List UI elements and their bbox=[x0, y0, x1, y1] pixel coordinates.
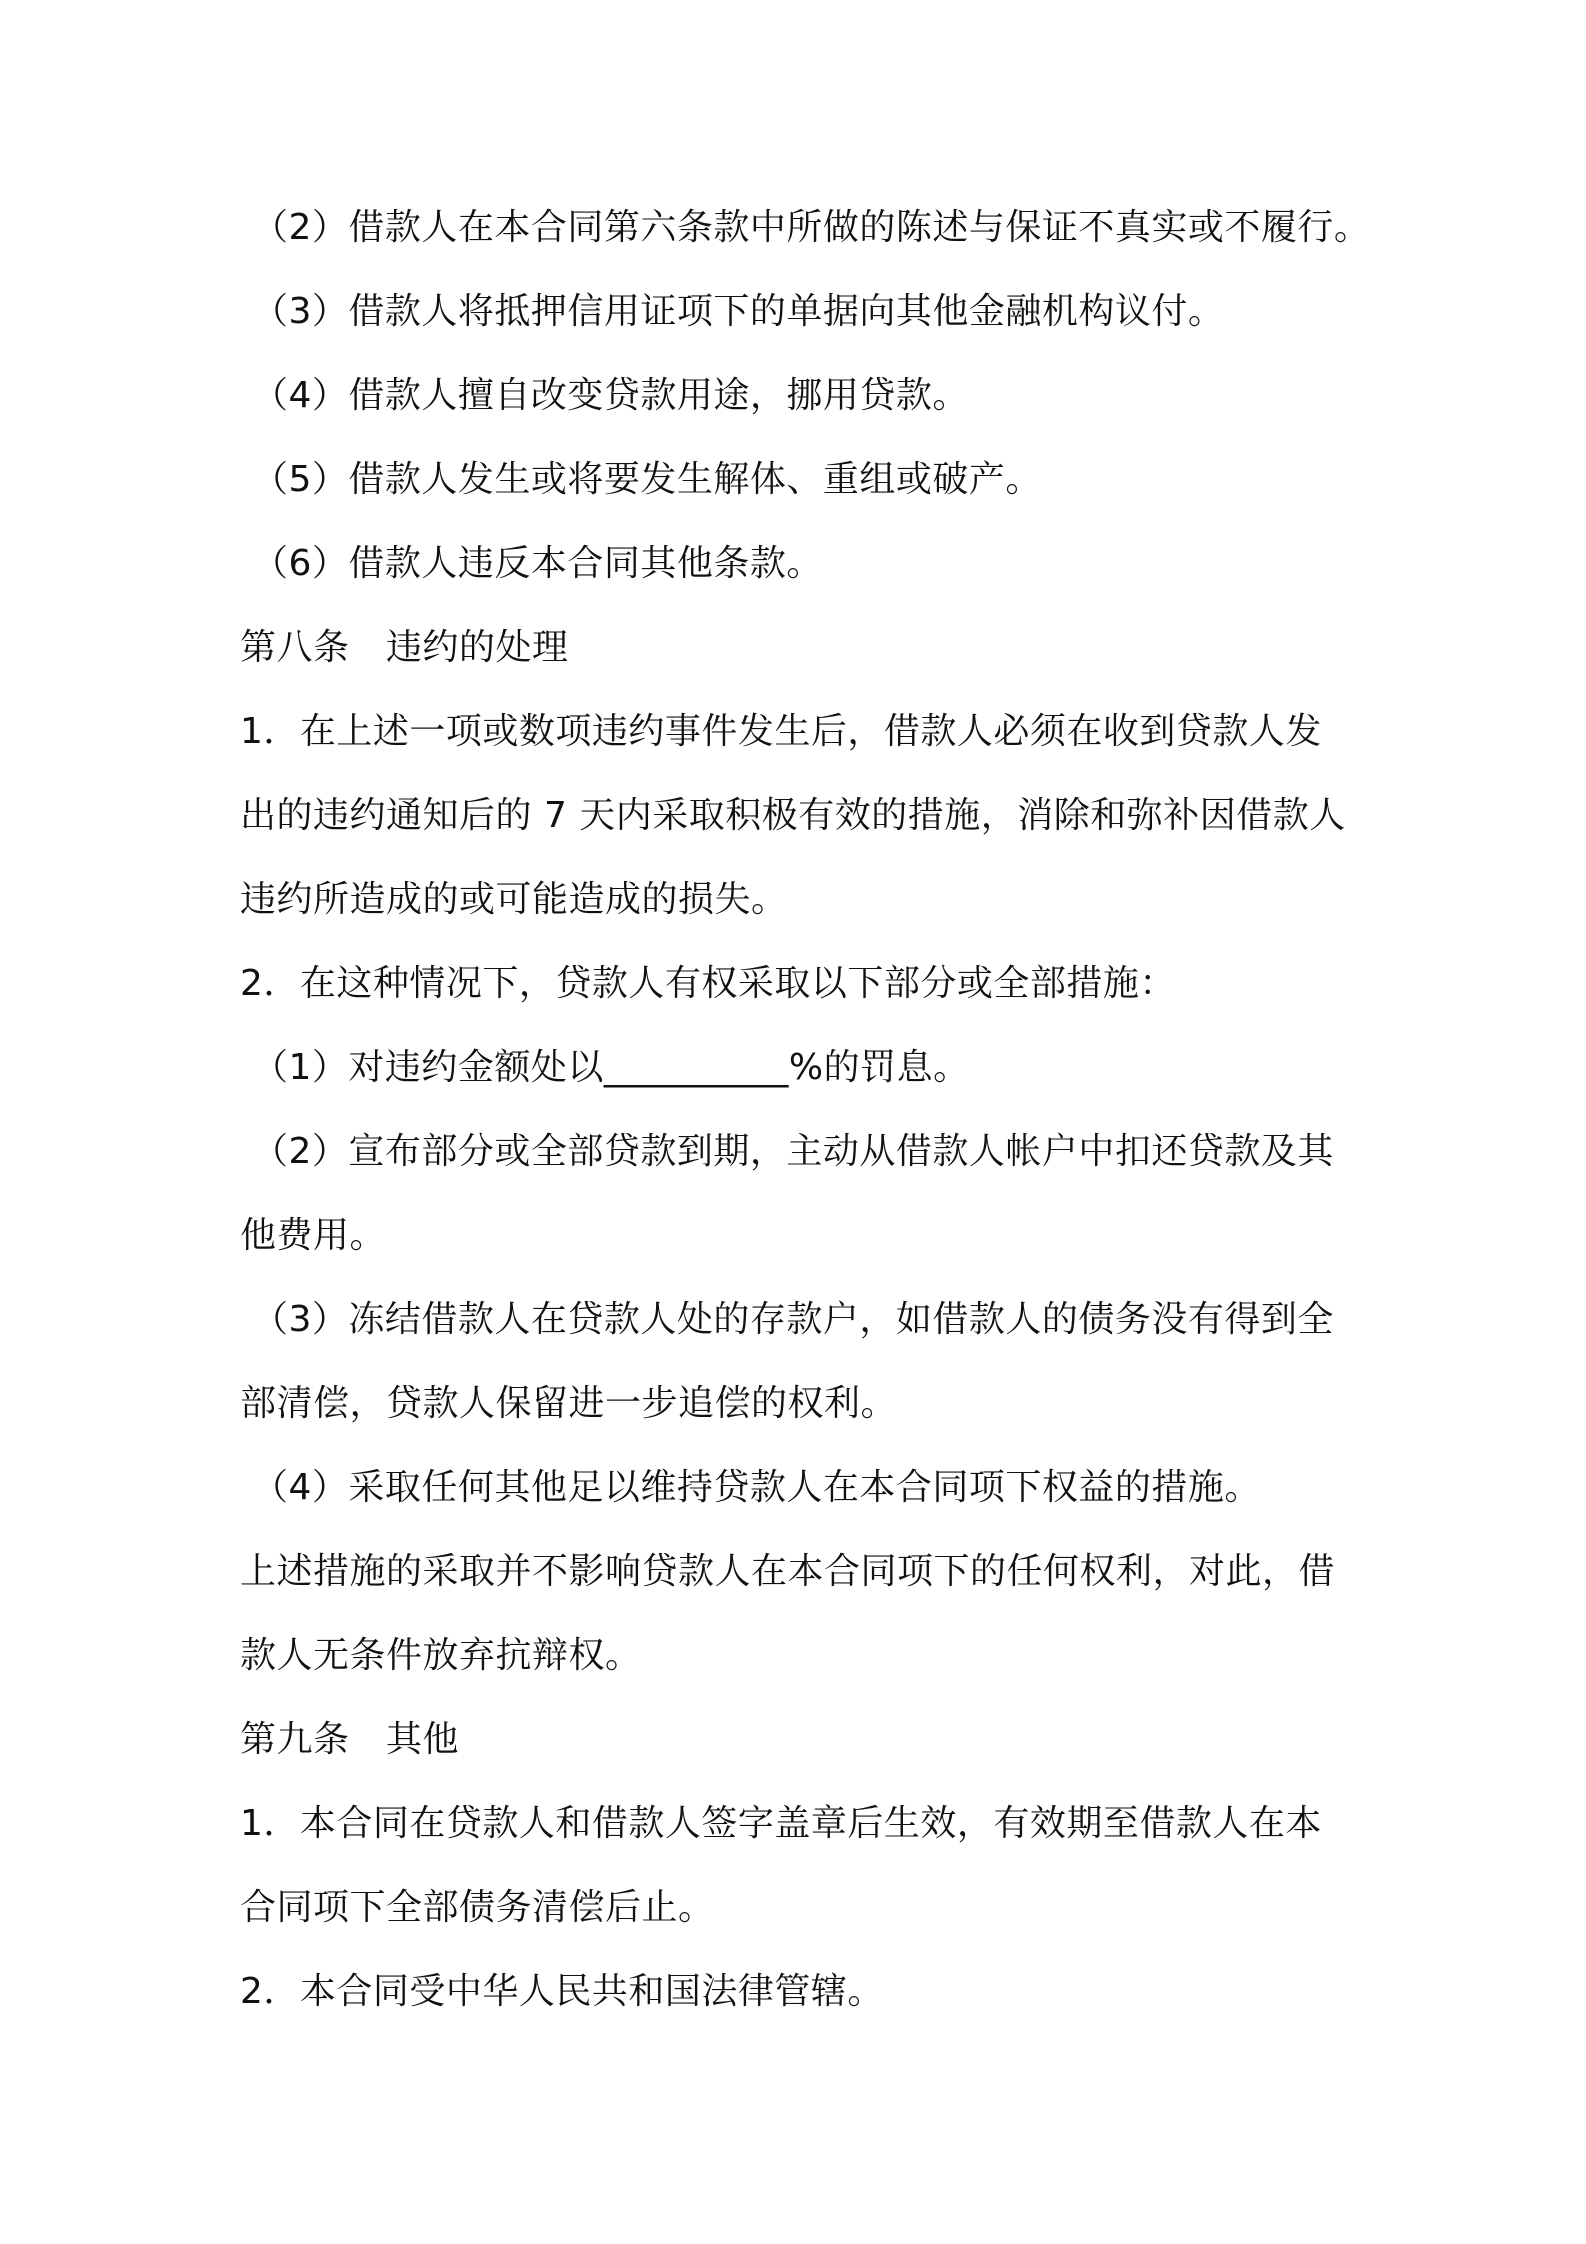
article-8-measure-2-line-1: （2）宣布部分或全部贷款到期，主动从借款人帐户中扣还贷款及其 bbox=[252, 1131, 1334, 1172]
article-8-para-1-line-2: 出的违约通知后的 7 天内采取积极有效的措施，消除和弥补因借款人 bbox=[240, 795, 1346, 836]
article-8-para-1-line-3: 违约所造成的或可能造成的损失。 bbox=[240, 879, 788, 920]
article-9-heading: 第九条 其他 bbox=[240, 1719, 460, 1760]
article-8-para-2: 2．在这种情况下，贷款人有权采取以下部分或全部措施： bbox=[240, 963, 1176, 1004]
clause-7-item-3: （3）借款人将抵押信用证项下的单据向其他金融机构议付。 bbox=[252, 291, 1225, 332]
article-8-closing-line-1: 上述措施的采取并不影响贷款人在本合同项下的任何权利，对此，借 bbox=[240, 1551, 1336, 1592]
article-8-para-1-line-1: 1．在上述一项或数项违约事件发生后，借款人必须在收到贷款人发 bbox=[240, 711, 1322, 752]
article-9-para-2: 2．本合同受中华人民共和国法律管辖。 bbox=[240, 1971, 884, 2012]
article-8-measure-2-line-2: 他费用。 bbox=[240, 1215, 387, 1256]
article-8-measure-4: （4）采取任何其他足以维持贷款人在本合同项下权益的措施。 bbox=[252, 1467, 1261, 1508]
clause-7-item-2: （2）借款人在本合同第六条款中所做的陈述与保证不真实或不履行。 bbox=[252, 207, 1371, 248]
article-8-measure-3-line-1: （3）冻结借款人在贷款人处的存款户，如借款人的债务没有得到全 bbox=[252, 1299, 1334, 1340]
article-8-measure-1: （1）对违约金额处以__________%的罚息。 bbox=[252, 1047, 970, 1088]
clause-7-item-4: （4）借款人擅自改变贷款用途，挪用贷款。 bbox=[252, 375, 969, 416]
article-8-closing-line-2: 款人无条件放弃抗辩权。 bbox=[240, 1635, 642, 1676]
article-9-para-1-line-1: 1．本合同在贷款人和借款人签字盖章后生效，有效期至借款人在本 bbox=[240, 1803, 1322, 1844]
clause-7-item-6: （6）借款人违反本合同其他条款。 bbox=[252, 543, 823, 584]
clause-7-item-5: （5）借款人发生或将要发生解体、重组或破产。 bbox=[252, 459, 1042, 500]
article-8-heading: 第八条 违约的处理 bbox=[240, 627, 569, 668]
article-9-para-1-line-2: 合同项下全部债务清偿后止。 bbox=[240, 1887, 715, 1928]
article-8-measure-3-line-2: 部清偿，贷款人保留进一步追偿的权利。 bbox=[240, 1383, 898, 1424]
